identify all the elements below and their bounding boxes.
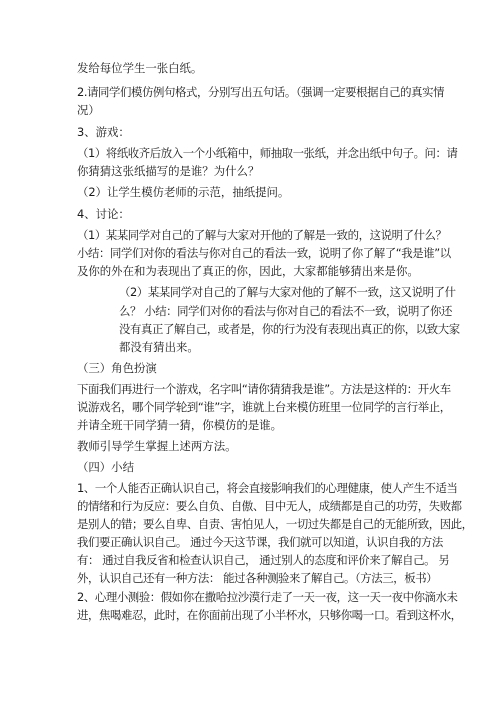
text-line: 小结：同学们对你的看法与你对自己的看法一致，说明了你了解了“我是谁”以 — [77, 246, 451, 260]
text-line: 是别人的错；要么自卑、自责、害怕见人，一切过失都是自己的无能所致，因此， — [77, 517, 473, 531]
text-line: 并请全班干同学猜一猜，你模仿的是谁。 — [77, 418, 283, 432]
text-line: 没有真正了解自己，或者是，你的行为没有表现出真正的你，以致大家 — [119, 322, 460, 336]
text-line: 我们要正确认识自己。 通过今天这节课，我们就可以知道，认识自我的方法 — [77, 535, 443, 549]
text-line: 发给每位学生一张白纸。 — [77, 61, 203, 75]
section-heading: 3、游戏： — [77, 125, 130, 139]
text-line: 外，认识自己还有一种方法： 能过各种测验来了解自己。（方法三，板书） — [77, 571, 438, 585]
text-line: 你猜猜这张纸描写的是谁？为什么？ — [77, 164, 260, 178]
text-line: 1、一个人能否正确认识自己，将会直接影响我们的心理健康，使人产生不适当 — [77, 481, 458, 495]
text-line: 么？ 小结：同学们对你的看法与你对自己的看法不一致，说明了你还 — [119, 304, 452, 318]
text-line: 2、心理小测验：假如你在撒哈拉沙漠行走了一天一夜，这一天一夜中你滴水未 — [77, 590, 458, 604]
text-line: 的情绪和行为反应：要么自负、自傲、目中无人，成绩都是自己的功劳，失败都 — [77, 499, 462, 513]
text-line: 况） — [77, 103, 100, 117]
text-line: 2.请同学们模仿例句格式，分别写出五句话。（强调一定要根据自己的真实情 — [77, 85, 445, 99]
section-heading: （三）角色扮演 — [77, 361, 157, 375]
text-line: 教师引导学生掌握上述两方法。 — [77, 439, 237, 453]
text-line: （2）某某同学对自己的了解与大家对他的了解不一致，这又说明了什 — [119, 285, 456, 299]
text-line: （1）某某同学对自己的了解与大家对开他的了解是一致的，这说明了什么？ — [77, 228, 447, 242]
text-line: 进，焦喝难忍，此时，在你面前出现了小半杯水，只够你喝一口。看到这杯水， — [77, 608, 462, 622]
text-line: 及你的外在和为表现出了真正的你，因此，大家都能够猜出来是你。 — [77, 264, 419, 278]
text-line: 都没有猜出来。 — [119, 340, 199, 354]
section-heading: （四）小结 — [77, 460, 134, 474]
text-line: （2）让学生模仿老师的示范，抽纸提问。 — [77, 185, 290, 199]
text-line: 下面我们再进行一个游戏，名字叫“请你猜猜我是谁”。方法是这样的：开火车 — [77, 382, 451, 396]
text-line: （1）将纸收齐后放入一个小纸箱中，师抽取一张纸，并念出纸中句子。问：请 — [77, 146, 458, 160]
text-line: 说游戏名，哪个同学轮到“谁”字，谁就上台来模仿班里一位同学的言行举止， — [77, 400, 451, 414]
text-line: 有： 通过自我反省和检查认识自己， 通过别人的态度和评价来了解自己。 另 — [77, 553, 450, 567]
section-heading: 4、讨论： — [77, 207, 130, 221]
